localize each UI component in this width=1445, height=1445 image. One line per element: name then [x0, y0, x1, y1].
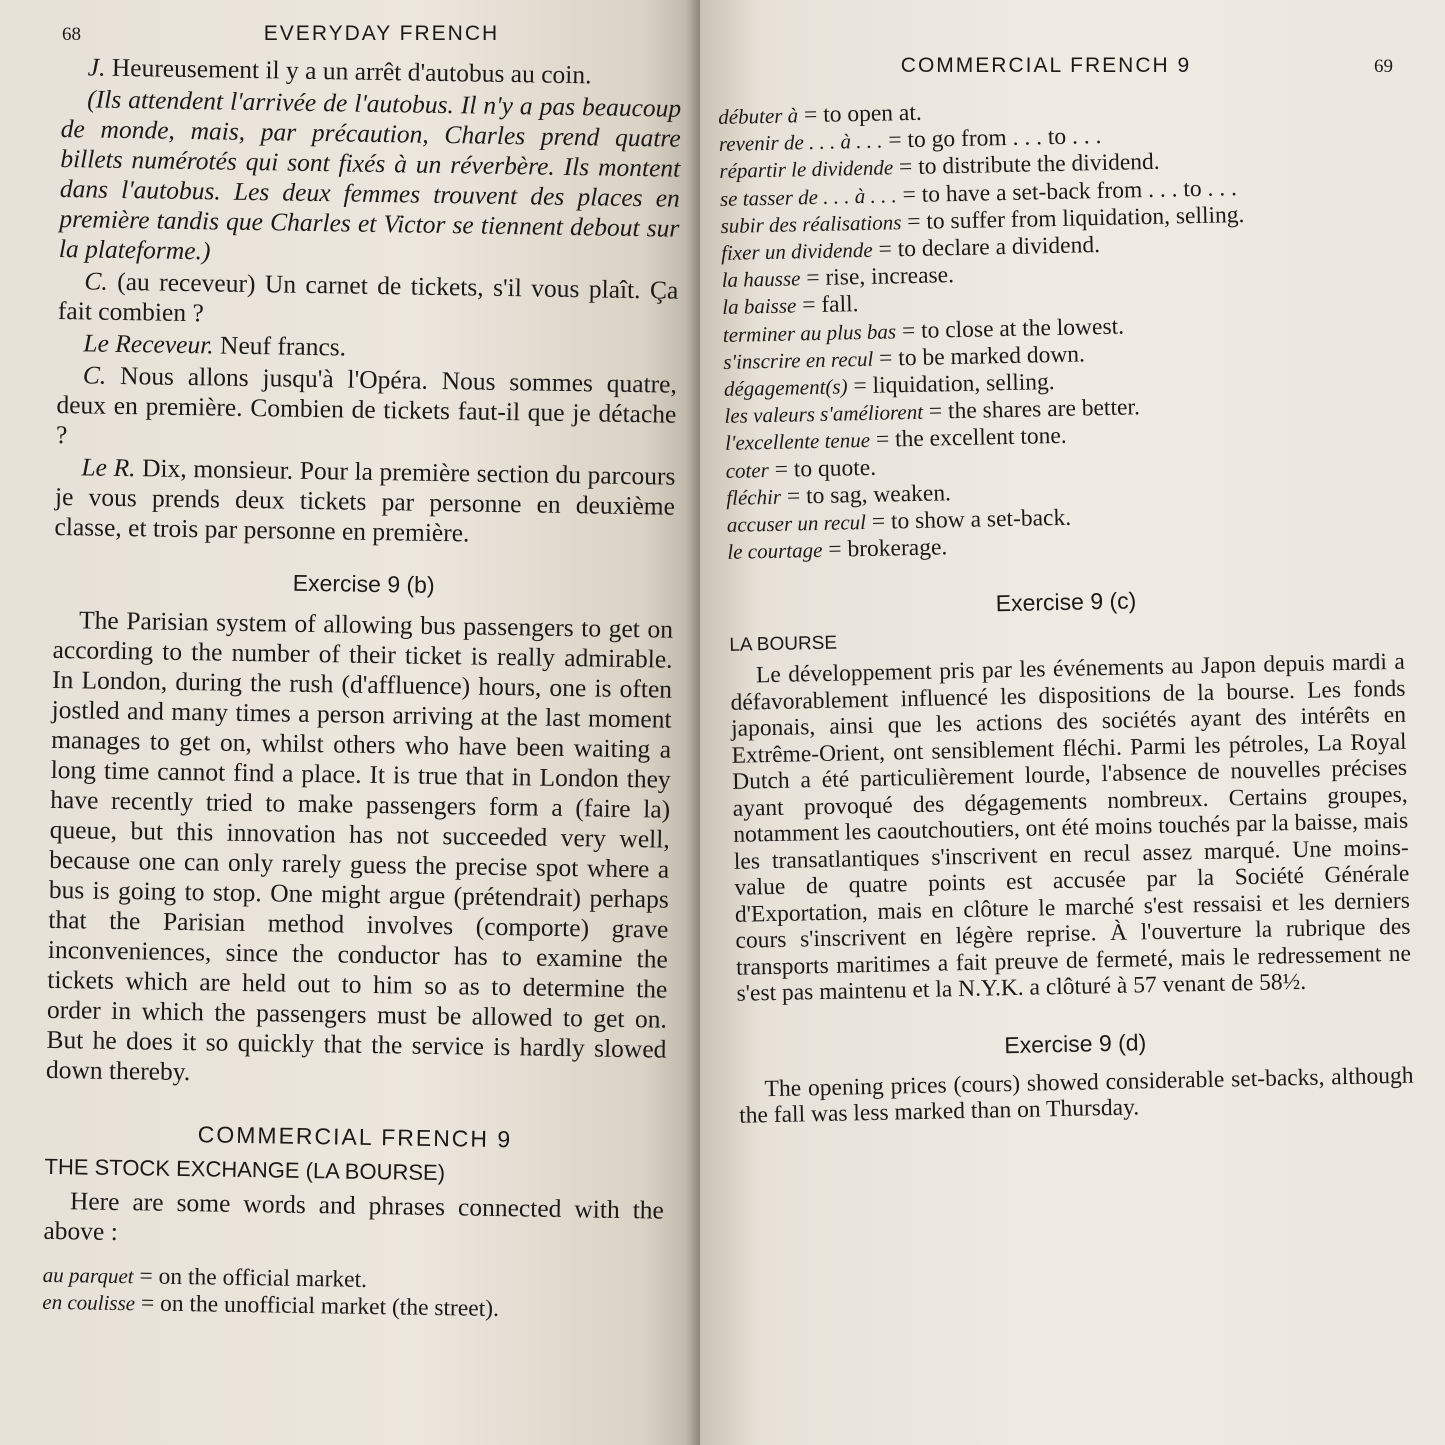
vocab-entry: en coulisse = on the unofficial market (the street). [42, 1290, 500, 1323]
vocab-meaning: to close at the lowest. [920, 313, 1125, 344]
vocab-entry: le courtage = brokerage. [727, 534, 948, 565]
vocab-meaning: to sag, weaken. [805, 480, 952, 510]
vocab-term: accuser un recul [726, 510, 867, 537]
dialogue-line [58, 266, 679, 336]
right-page-number: 69 [1374, 56, 1393, 77]
vocab-entry: accuser un recul = to show a set-back. [726, 504, 1072, 537]
dialogue-text: Heureusement il y a un arrêt d'autobus au coin. [111, 52, 592, 90]
vocab-term: le courtage [727, 538, 823, 565]
vocab-entry: la hausse = rise, increase. [721, 262, 955, 293]
vocab-entry: s'inscrire en recul = to be marked down. [723, 341, 1086, 374]
vocab-meaning: liquidation, selling. [872, 369, 1055, 399]
dialogue-text: Neuf francs. [219, 330, 347, 362]
right-page [700, 0, 1445, 1445]
vocab-entry: les valeurs s'améliorent = the shares are better. [724, 394, 1141, 429]
left-page-number: 68 [62, 24, 81, 45]
vocab-term: en coulisse [42, 1290, 136, 1316]
dialogue-line [56, 360, 677, 460]
vocab-term: terminer au plus bas [722, 318, 897, 347]
vocab-term: l'excellente tenue [724, 428, 871, 456]
vocab-meaning: on the official market. [158, 1263, 368, 1293]
vocab-entry: revenir de . . . à . . . = to go from . . . to . . . [718, 123, 1102, 157]
vocab-meaning: on the unofficial market (the street). [159, 1290, 500, 1323]
vocab-entry: la baisse = fall. [722, 291, 859, 320]
la-bourse-subtitle: LA BOURSE [729, 633, 838, 657]
vocab-meaning: to have a set-back from . . . to . . . [921, 174, 1238, 208]
vocab-entry: subir des réalisations = to suffer from liquidation, selling. [720, 201, 1245, 238]
vocab-meaning: to quote. [793, 454, 877, 483]
speaker: C. [82, 360, 107, 390]
left-page [0, 0, 700, 1445]
left-running-title: EVERYDAY FRENCH [263, 22, 500, 45]
vocab-entry: fléchir = to sag, weaken. [725, 480, 952, 510]
vocab-entry: dégagement(s) = liquidation, selling. [723, 369, 1055, 401]
left-vocab-list [42, 1262, 663, 1326]
vocab-meaning: to declare a dividend. [897, 232, 1101, 263]
vocab-meaning: the shares are better. [947, 394, 1141, 425]
right-running-head [718, 54, 1393, 78]
exercise-9d-text: The opening prices (cours) showed considerable set-backs, although the fall was less marked than on Thursday. [738, 1062, 1414, 1130]
right-running-title: COMMERCIAL FRENCH 9 [900, 54, 1192, 77]
vocab-meaning: the excellent tone. [894, 423, 1067, 453]
vocab-term: revenir de . . . à . . . [718, 128, 883, 157]
exercise-9b-title: Exercise 9 (b) [292, 569, 435, 598]
vocab-term: la baisse [722, 293, 797, 320]
commercial-french-title: COMMERCIAL FRENCH 9 [197, 1121, 513, 1153]
vocab-entry: fixer un dividende = to declare a dividend. [720, 232, 1101, 265]
vocab-term: subir des réalisations [720, 210, 902, 238]
dialogue-line [54, 452, 675, 552]
exercise-9d-title: Exercise 9 (d) [1004, 1029, 1147, 1059]
right-vocab-list [718, 90, 1403, 566]
vocab-meaning: brokerage. [847, 534, 948, 563]
vocab-entry: coter = to quote. [725, 454, 877, 483]
exercise-9b-text: The Parisian system of allowing bus passengers to get on according to the number of their ticket is really admirable. In London, during the rush (d'affluence) hours, one is often jostled and many times a person arriving at the last moment manages to get on, whilst others who have been waiting a long time cannot find a place. It is true that in London they have recently tried to make passengers form a (faire la) queue, but this innovation has not succeeded very well, because one can only rarely guess the precise spot where a bus is going to stop. One might argue (prétendrait) perhaps that the Parisian method involves (comporte) grave inconveniences, since the conductor has to examine the tickets which are held out to him so as to determine the order in which the passengers must be allowed to get on. But he does it so quickly that the service is hardly slowed down thereby. [45, 605, 674, 1087]
dialogue-text: Dix, monsieur. Pour la première section du parcours je vous prends deux tickets par personne en deuxième classe, et trois par personne en première. [54, 453, 676, 548]
vocab-term: fléchir [725, 484, 782, 510]
vocab-term: débuter à [718, 103, 799, 129]
vocab-meaning: fall. [821, 291, 859, 319]
vocab-term: s'inscrire en recul [723, 346, 874, 374]
vocab-meaning: to show a set-back. [890, 504, 1072, 535]
vocab-meaning: rise, increase. [825, 262, 955, 292]
right-page-body [718, 90, 1414, 1130]
left-running-head [62, 22, 682, 46]
vocab-entry: terminer au plus bas = to close at the lowest. [722, 313, 1125, 347]
vocab-term: coter [725, 457, 770, 483]
vocab-entry: répartir le dividende = to distribute the dividend. [719, 149, 1160, 184]
vocab-meaning: to be marked down. [898, 341, 1086, 372]
vocab-term: se tasser de . . . à . . . [719, 182, 897, 211]
vocab-meaning: to go from . . . to . . . [907, 123, 1102, 154]
speaker: Le R. [81, 452, 136, 483]
dialogue-text: (au receveur) Un carnet de tickets, s'il vous plaît. Ça fait combien ? [57, 266, 679, 328]
vocab-meaning: to suffer from liquidation, selling. [926, 201, 1245, 235]
vocab-entry: débuter à = to open at. [718, 99, 922, 129]
speaker: C. [84, 266, 109, 296]
vocab-term: répartir le dividende [719, 155, 894, 184]
stock-exchange-subtitle: THE STOCK EXCHANGE (LA BOURSE) [44, 1153, 446, 1186]
vocab-entry: l'excellente tenue = the excellent tone. [724, 423, 1067, 456]
stage-direction: (Ils attendent l'arrivée de l'autobus. Il n'y a pas beaucoup de monde, mais, par précaution, Charles prend quatre billets numérotés qui sont fixés à un réverbère. Ils montent dans l'autobus. Les deux femmes trouvent des places en première tandis que Charles et Victor se tiennent debout sur la plateforme.) [58, 84, 682, 266]
vocab-term: les valeurs s'améliorent [724, 400, 924, 429]
vocab-meaning: to open at. [822, 99, 922, 128]
vocab-term: au parquet [42, 1262, 134, 1289]
vocab-term: la hausse [721, 266, 801, 293]
exercise-9c-title: Exercise 9 (c) [995, 587, 1137, 617]
vocab-entry: se tasser de . . . à . . . = to have a set-back from . . . to . . . [719, 174, 1238, 211]
exercise-9c-text: Le développement pris par les événements au Japon depuis mardi a défavorablement influencé les dispositions de la bourse. Les fonds japonais, ainsi que les actions des sociétés ayant des intérêts en Extrême-Orient, ont sensiblement fléchi. Parmi les pétroles, La Royal Dutch a été particulièrement lourde, l'absence de nouvelles précises ayant provoqué des dégagements nombreux. Certains groupes, notamment les caoutchoutiers, ont été moins touchés par la baisse, mais les transatlantiques s'inscrivent en recul assez marqué. Une moins-value de quatre points est accusée par la Société Générale d'Exportation, mais en clôture le marché s'est ressaisi et les derniers cours s'inscrivent en légère reprise. À l'ouverture la rubrique des transports maritimes a fait preuve de fermeté, mais le redressement ne s'est pas maintenu et la N.Y.K. a clôturé à 57 venant de 58½. [730, 649, 1412, 1008]
speaker: J. [87, 52, 106, 82]
vocab-entry: au parquet = on the official market. [42, 1262, 368, 1293]
dialogue-text: Nous allons jusqu'à l'Opéra. Nous sommes quatre, deux en première. Combien de tickets faut-il que je détache ? [55, 360, 678, 450]
vocab-term: fixer un dividende [720, 237, 873, 265]
vocab-intro: Here are some words and phrases connected with the above : [43, 1186, 665, 1247]
speaker: Le Receveur. [83, 328, 214, 360]
vocab-term: dégagement(s) [723, 374, 848, 401]
vocab-meaning: to distribute the dividend. [917, 149, 1160, 181]
left-page-body [42, 52, 682, 1326]
